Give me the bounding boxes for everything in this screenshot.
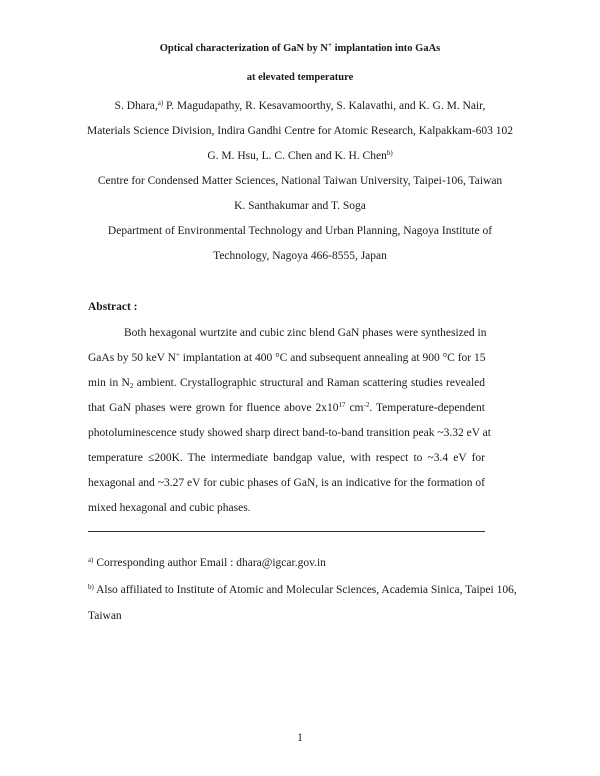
affiliation-3-line-1: Department of Environmental Technology and Urban Planning, Nagoya Institute of <box>107 225 493 237</box>
paper-title-line-2: at elevated temperature <box>246 72 354 83</box>
affiliation-3-line-2: Technology, Nagoya 466-8555, Japan <box>213 250 387 262</box>
abstract-line: that GaN phases were grown for fluence above $2x10^{17}$ $cm^{-2}$. Temperature-dependent <box>88 401 485 414</box>
abstract-heading: Abstract : <box>88 301 138 313</box>
abstract-line: hexagonal and ~3.27 eV for cubic phases of GaN, is an indicative for the formation of <box>88 477 485 489</box>
author-group-1: S. Dhara,$^{a)}$ P. Magudapathy, R. Kesavamoorthy, S. Kalavathi, and K. G. M. Nair, <box>114 99 486 112</box>
abstract-line: temperature ≤200K. The intermediate bandgap value, with respect to ~3.4 eV for <box>88 452 485 464</box>
abstract-line: Both hexagonal wurtzite and cubic zinc blend GaN phases were synthesized in <box>124 327 487 339</box>
author-group-3: K. Santhakumar and T. Soga <box>234 200 366 212</box>
paper-title-line-1: Optical characterization of GaN by N+ implantation into GaAs <box>159 41 441 54</box>
abstract-line: photoluminescence study showed sharp direct band-to-band transition peak ~3.32 eV at <box>88 427 491 439</box>
page-number: 1 <box>297 732 303 744</box>
footnote-a: $^{a)}$ Corresponding author Email : dhara@igcar.gov.in <box>88 556 326 569</box>
author-group-2: G. M. Hsu, L. C. Chen and K. H. Chen$^{b)}$ <box>207 149 393 162</box>
affiliation-2: Centre for Condensed Matter Sciences, National Taiwan University, Taipei-106, Taiwan <box>97 175 503 187</box>
footnote-b-continued: Taiwan <box>88 610 122 622</box>
abstract-line: min in $N_2$ ambient. Crystallographic structural and Raman scattering studies revealed <box>88 377 485 390</box>
footnote-divider <box>88 531 485 532</box>
abstract-line: GaAs by 50 keV N+ implantation at 400 °C and subsequent annealing at 900 °C for 15 <box>88 351 486 364</box>
abstract-line: mixed hexagonal and cubic phases. <box>88 502 251 514</box>
footnote-b: $^{b)}$ Also affiliated to Institute of Atomic and Molecular Sciences, Academia Sinica, Taipei 106, <box>88 583 517 596</box>
affiliation-1: Materials Science Division, Indira Gandhi Centre for Atomic Research, Kalpakkam-603 102 <box>86 125 514 137</box>
